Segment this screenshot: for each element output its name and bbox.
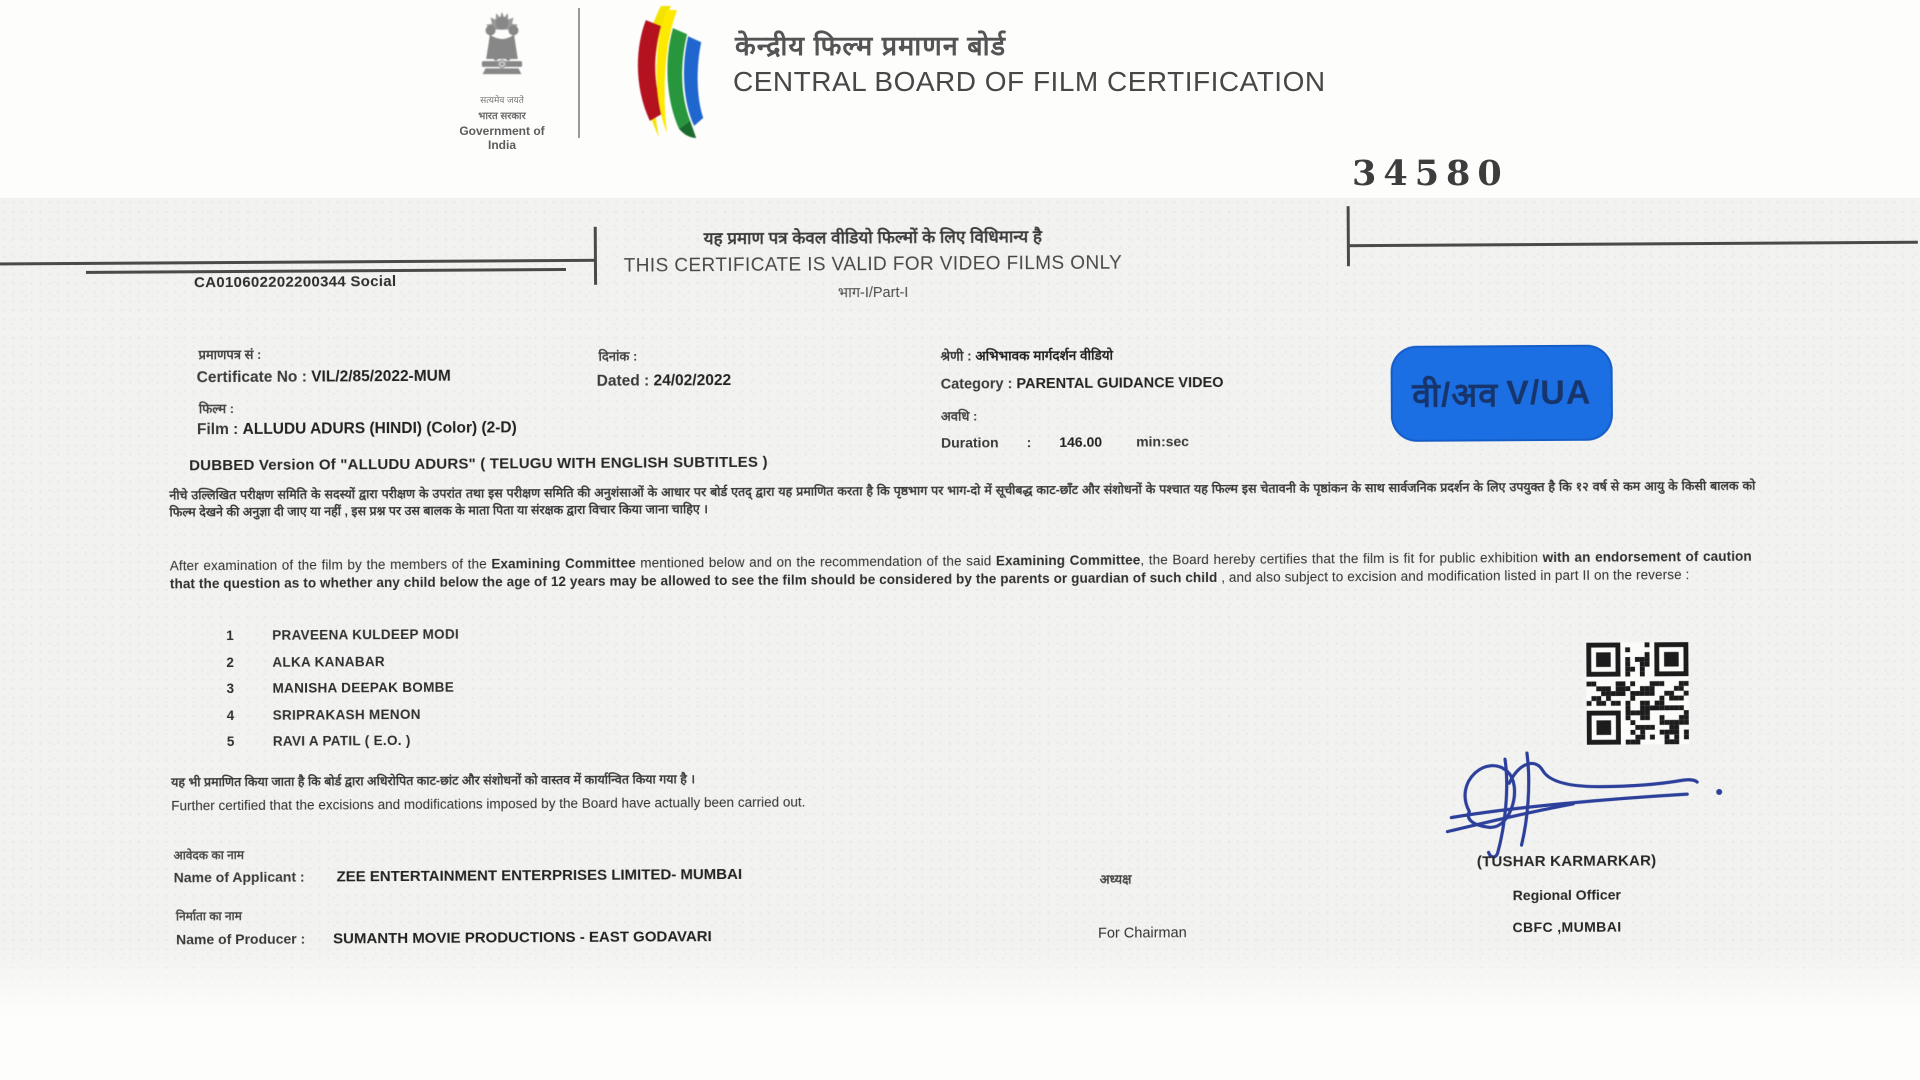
bracket-left xyxy=(594,227,597,285)
bracket-right xyxy=(1347,206,1350,266)
committee-member-row xyxy=(227,733,460,761)
rating-badge xyxy=(1390,345,1613,442)
member-name: RAVI A PATIL ( E.O. ) xyxy=(272,732,411,749)
film-row xyxy=(197,419,517,439)
government-emblem-block xyxy=(452,6,552,152)
duration-value: 146.00 xyxy=(1059,433,1103,450)
applicant-label-hindi: आवेदक का नाम xyxy=(173,847,245,863)
org-name-hindi: केन्द्रीय फिल्म प्रमाणन बोर्ड xyxy=(735,31,1007,61)
certification-paragraph-hindi: नीचे उल्लिखित परीक्षण समिति के सदस्यों द्वारा परीक्षण के उपरांत तथा इस परीक्षण समिति की अनुशंसाओं के आधार पर बोर्ड एतद् द्वारा यह प्रमाणित करता है कि पृष्ठभाग पर भाग-दो में सूचीबद्ध काट-छाँट और संशोधनों के पश्चात यह फिल्म इस चेतावनी के पृष्ठांकन के साथ सार्वजनिक प्रदर्शन के लिए उपयुक्त है कि १२ वर्ष से कम आयु के किसी बालक को फिल्म देखने की अनुज्ञा दी जाए या नहीं , इस प्रश्न पर उस बालक के माता पिता या संरक्षक द्वारा विचार किया जाना चाहिए । xyxy=(169,478,1756,519)
category-row xyxy=(941,375,1224,393)
member-number: 3 xyxy=(226,681,235,697)
certificate-no-value: VIL/2/85/2022-MUM xyxy=(311,367,451,386)
emblem-caption-bharat: भारत सरकार xyxy=(478,111,526,122)
producer-row xyxy=(176,928,712,948)
member-name: MANISHA DEEPAK BOMBE xyxy=(272,679,455,696)
rating-text-hindi: वी/अव xyxy=(1412,376,1499,415)
committee-member-row xyxy=(226,680,459,708)
dated-row xyxy=(597,372,732,391)
duration-separator: : xyxy=(1026,434,1032,451)
certificate-serial-number: 34580 xyxy=(1352,153,1509,194)
member-number: 1 xyxy=(226,628,234,644)
further-certified-hindi: यह भी प्रमाणित किया जाता है कि बोर्ड द्वारा अधिरोपित काट-छांट और संशोधनों को वास्तव में कार्यान्वित किया गया है । xyxy=(171,772,696,790)
category-value-hindi: अभिभावक मार्गदर्शन वीडियो xyxy=(975,347,1114,364)
duration-label: Duration xyxy=(941,434,999,451)
validity-text-hindi: यह प्रमाण पत्र केवल वीडियो फिल्मों के लिए विधिमान्य है xyxy=(703,227,1042,249)
ashoka-emblem-icon xyxy=(459,6,545,92)
qr-code xyxy=(1586,642,1689,745)
member-name: SRIPRAKASH MENON xyxy=(272,706,421,723)
applicant-row xyxy=(174,866,742,886)
film-value: ALLUDU ADURS (HINDI) (Color) (2-D) xyxy=(242,419,517,438)
chairman-label-hindi: अध्यक्ष xyxy=(1099,871,1132,887)
dated-label-hindi: दिनांक : xyxy=(598,348,638,364)
producer-label: Name of Producer : xyxy=(176,930,306,948)
committee-member-row xyxy=(227,706,460,734)
for-chairman-label: For Chairman xyxy=(1098,925,1187,942)
category-label: Category : xyxy=(940,376,1013,393)
member-name: ALKA KANABAR xyxy=(272,653,386,670)
film-label: Film : xyxy=(196,420,239,439)
ca-number: CA010602202200344 Social xyxy=(194,273,397,292)
member-number: 2 xyxy=(226,654,234,670)
rating-text-english: V/UA xyxy=(1506,373,1592,412)
committee-member-row xyxy=(226,627,459,655)
producer-label-hindi: निर्माता का नाम xyxy=(175,908,242,924)
film-label-hindi: फिल्म : xyxy=(198,401,235,417)
validity-text-english: THIS CERTIFICATE IS VALID FOR VIDEO FILMS ONLY xyxy=(623,252,1123,277)
certificate-no-label: Certificate No : xyxy=(196,368,307,387)
duration-unit: min:sec xyxy=(1136,433,1190,450)
duration-label-hindi: अवधि : xyxy=(940,408,978,424)
committee-member-row xyxy=(226,653,459,681)
applicant-label: Name of Applicant : xyxy=(173,868,305,886)
emblem-caption-satyameva: सत्यमेव जयते xyxy=(480,95,524,105)
applicant-value: ZEE ENTERTAINMENT ENTERPRISES LIMITED- MUMBAI xyxy=(336,865,743,886)
validity-banner xyxy=(608,223,1138,303)
producer-value: SUMANTH MOVIE PRODUCTIONS - EAST GODAVARI xyxy=(333,928,712,948)
certification-paragraph-english: After examination of the film by the members of the Examining Committee mentioned below and on the recommendation of the said Examining Committee, the Board hereby certifies that the film is fit for public exhibition with an endorsement of caution that the question as to whether any child below the age of 12 years may be allowed to see the film should be considered by the parents or guardian of such child , and also subject to excision and modification listed in part II on the reverse : xyxy=(169,548,1752,591)
further-certified-english: Further certified that the excisions and modifications imposed by the Board have actually been carried out. xyxy=(171,794,806,814)
signatory-title: Regional Officer xyxy=(1512,886,1621,904)
signature-ink xyxy=(1439,740,1746,864)
category-value: PARENTAL GUIDANCE VIDEO xyxy=(1016,374,1224,393)
committee-member-list xyxy=(226,627,460,761)
signatory-name: (TUSHAR KARMARKAR) xyxy=(1476,852,1657,871)
certificate-no-label-hindi: प्रमाणपत्र सं : xyxy=(198,346,262,363)
member-number: 5 xyxy=(226,734,235,750)
part-label: भाग-I/Part-I xyxy=(837,284,909,302)
signatory-org: CBFC ,MUMBAI xyxy=(1512,918,1622,936)
emblem-caption-government-of-india: Government of India xyxy=(459,124,545,152)
duration-row xyxy=(941,433,1189,451)
certificate-no-row xyxy=(197,368,451,388)
category-row-hindi xyxy=(940,346,1113,365)
dated-label: Dated : xyxy=(596,372,650,390)
dated-value: 24/02/2022 xyxy=(653,371,732,390)
category-label-hindi: श्रेणी : xyxy=(940,348,972,364)
member-name: PRAVEENA KULDEEP MODI xyxy=(272,626,460,643)
cbfc-logo-icon xyxy=(626,4,718,140)
org-name-english: CENTRAL BOARD OF FILM CERTIFICATION xyxy=(733,66,1326,97)
member-number: 4 xyxy=(226,707,235,723)
signatory-block xyxy=(1442,852,1692,936)
dubbed-version-line: DUBBED Version Of "ALLUDU ADURS" ( TELUGU WITH ENGLISH SUBTITLES ) xyxy=(189,453,768,475)
header-divider xyxy=(578,8,580,138)
